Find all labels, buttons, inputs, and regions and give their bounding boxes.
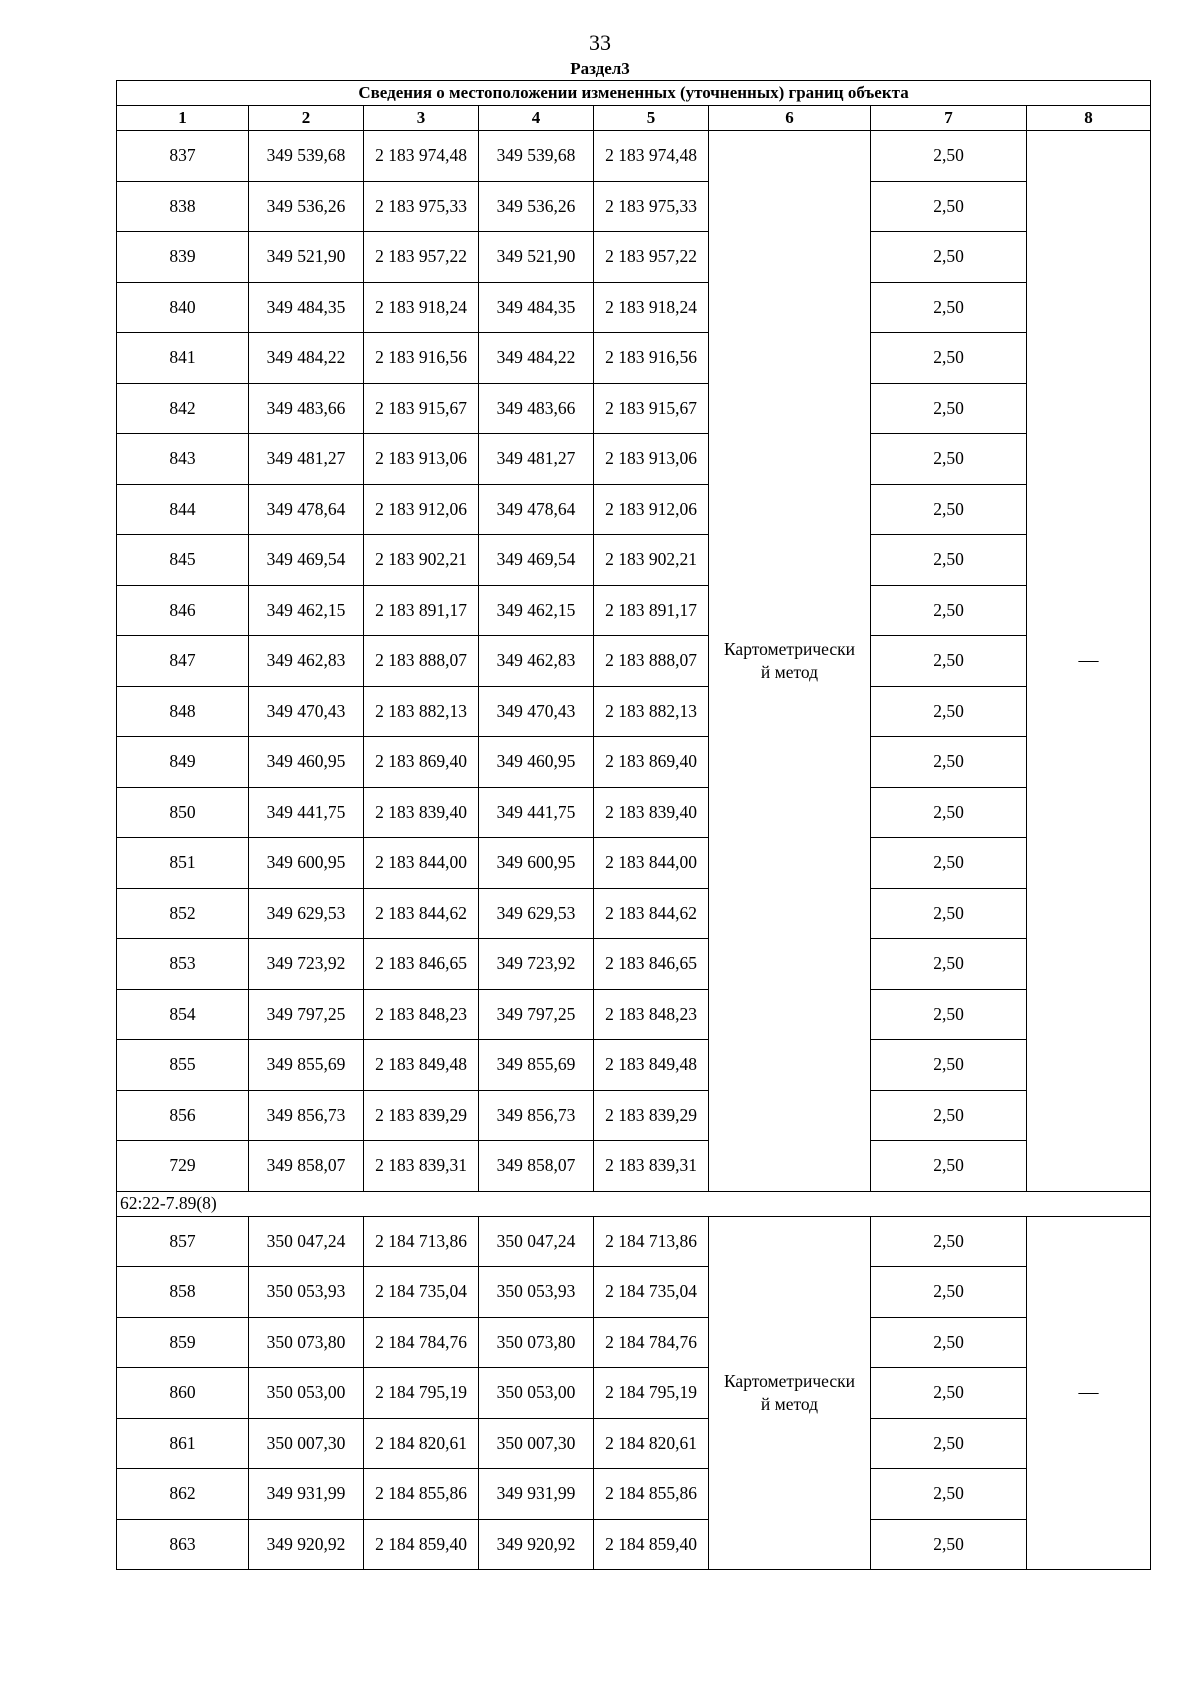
y-existing: 2 183 916,56 <box>364 333 479 384</box>
column-8-cell: — <box>1027 1216 1151 1570</box>
y-new: 2 183 849,48 <box>594 1040 709 1091</box>
x-existing: 350 053,00 <box>249 1368 364 1419</box>
x-new: 349 484,35 <box>479 282 594 333</box>
y-existing: 2 183 912,06 <box>364 484 479 535</box>
point-number: 852 <box>117 888 249 939</box>
column-number: 2 <box>249 106 364 131</box>
column-number: 1 <box>117 106 249 131</box>
y-existing: 2 183 882,13 <box>364 686 479 737</box>
accuracy: 2,50 <box>871 1090 1027 1141</box>
table-row <box>117 1267 1151 1318</box>
x-existing: 350 007,30 <box>249 1418 364 1469</box>
y-new: 2 184 795,19 <box>594 1368 709 1419</box>
y-new: 2 183 916,56 <box>594 333 709 384</box>
y-existing: 2 183 844,62 <box>364 888 479 939</box>
x-existing: 350 047,24 <box>249 1216 364 1267</box>
table-row <box>117 939 1151 990</box>
point-number: 848 <box>117 686 249 737</box>
point-number: 847 <box>117 636 249 687</box>
y-existing: 2 183 915,67 <box>364 383 479 434</box>
y-new: 2 183 902,21 <box>594 535 709 586</box>
x-existing: 349 462,83 <box>249 636 364 687</box>
x-new: 349 856,73 <box>479 1090 594 1141</box>
x-new: 349 855,69 <box>479 1040 594 1091</box>
table-row <box>117 989 1151 1040</box>
y-new: 2 183 839,40 <box>594 787 709 838</box>
group-label: 62:22-7.89(8) <box>117 1191 1151 1216</box>
point-number: 844 <box>117 484 249 535</box>
section-title: Раздел3 <box>570 59 630 78</box>
x-new: 349 484,22 <box>479 333 594 384</box>
group-label-row <box>117 1191 1151 1216</box>
accuracy: 2,50 <box>871 636 1027 687</box>
x-new: 349 478,64 <box>479 484 594 535</box>
x-new: 350 053,93 <box>479 1267 594 1318</box>
x-existing: 349 484,22 <box>249 333 364 384</box>
coordinates-table <box>116 80 1151 1570</box>
accuracy: 2,50 <box>871 232 1027 283</box>
accuracy: 2,50 <box>871 1216 1027 1267</box>
table-row <box>117 1141 1151 1192</box>
x-new: 349 462,15 <box>479 585 594 636</box>
y-new: 2 183 912,06 <box>594 484 709 535</box>
x-existing: 350 053,93 <box>249 1267 364 1318</box>
table-row <box>117 333 1151 384</box>
point-number: 857 <box>117 1216 249 1267</box>
accuracy: 2,50 <box>871 888 1027 939</box>
accuracy: 2,50 <box>871 686 1027 737</box>
table-row <box>117 383 1151 434</box>
y-existing: 2 183 957,22 <box>364 232 479 283</box>
x-existing: 349 462,15 <box>249 585 364 636</box>
y-new: 2 183 975,33 <box>594 181 709 232</box>
x-existing: 349 855,69 <box>249 1040 364 1091</box>
x-new: 349 797,25 <box>479 989 594 1040</box>
point-number: 861 <box>117 1418 249 1469</box>
table-row <box>117 888 1151 939</box>
column-number: 7 <box>871 106 1027 131</box>
x-existing: 349 856,73 <box>249 1090 364 1141</box>
x-existing: 349 478,64 <box>249 484 364 535</box>
x-new: 349 460,95 <box>479 737 594 788</box>
y-existing: 2 184 820,61 <box>364 1418 479 1469</box>
accuracy: 2,50 <box>871 1267 1027 1318</box>
y-existing: 2 183 839,40 <box>364 787 479 838</box>
accuracy: 2,50 <box>871 1141 1027 1192</box>
x-existing: 349 536,26 <box>249 181 364 232</box>
y-new: 2 184 820,61 <box>594 1418 709 1469</box>
method-text: й метод <box>760 1393 819 1414</box>
y-existing: 2 183 846,65 <box>364 939 479 990</box>
table-row <box>117 535 1151 586</box>
x-existing: 349 460,95 <box>249 737 364 788</box>
y-existing: 2 184 713,86 <box>364 1216 479 1267</box>
x-new: 349 481,27 <box>479 434 594 485</box>
accuracy: 2,50 <box>871 838 1027 889</box>
point-number: 856 <box>117 1090 249 1141</box>
point-number: 842 <box>117 383 249 434</box>
table-row <box>117 282 1151 333</box>
x-new: 350 007,30 <box>479 1418 594 1469</box>
y-existing: 2 183 913,06 <box>364 434 479 485</box>
x-new: 349 600,95 <box>479 838 594 889</box>
y-new: 2 184 859,40 <box>594 1519 709 1570</box>
y-existing: 2 184 855,86 <box>364 1469 479 1520</box>
x-new: 349 441,75 <box>479 787 594 838</box>
y-existing: 2 183 975,33 <box>364 181 479 232</box>
x-existing: 349 470,43 <box>249 686 364 737</box>
y-new: 2 184 735,04 <box>594 1267 709 1318</box>
point-number: 841 <box>117 333 249 384</box>
y-existing: 2 184 784,76 <box>364 1317 479 1368</box>
column-number-row <box>117 106 1151 131</box>
x-existing: 349 858,07 <box>249 1141 364 1192</box>
x-existing: 350 073,80 <box>249 1317 364 1368</box>
point-number: 839 <box>117 232 249 283</box>
x-new: 349 723,92 <box>479 939 594 990</box>
y-existing: 2 183 848,23 <box>364 989 479 1040</box>
y-existing: 2 183 844,00 <box>364 838 479 889</box>
column-number: 6 <box>709 106 871 131</box>
x-new: 349 920,92 <box>479 1519 594 1570</box>
x-new: 349 539,68 <box>479 131 594 182</box>
accuracy: 2,50 <box>871 1040 1027 1091</box>
table-row <box>117 484 1151 535</box>
point-number: 858 <box>117 1267 249 1318</box>
table-row <box>117 131 1151 182</box>
table-row <box>117 585 1151 636</box>
point-number: 863 <box>117 1519 249 1570</box>
table-row <box>117 787 1151 838</box>
x-existing: 349 539,68 <box>249 131 364 182</box>
table-row <box>117 636 1151 687</box>
table-row <box>117 686 1151 737</box>
column-number: 8 <box>1027 106 1151 131</box>
method-text: Картометрически <box>723 1370 856 1391</box>
x-existing: 349 483,66 <box>249 383 364 434</box>
table-row <box>117 232 1151 283</box>
x-new: 349 858,07 <box>479 1141 594 1192</box>
point-number: 860 <box>117 1368 249 1419</box>
x-new: 349 536,26 <box>479 181 594 232</box>
accuracy: 2,50 <box>871 787 1027 838</box>
y-existing: 2 183 839,31 <box>364 1141 479 1192</box>
accuracy: 2,50 <box>871 434 1027 485</box>
y-new: 2 183 957,22 <box>594 232 709 283</box>
y-new: 2 183 848,23 <box>594 989 709 1040</box>
table-row <box>117 737 1151 788</box>
table-row <box>117 181 1151 232</box>
page-number: 33 <box>589 30 611 55</box>
point-number: 859 <box>117 1317 249 1368</box>
x-existing: 349 441,75 <box>249 787 364 838</box>
y-new: 2 183 882,13 <box>594 686 709 737</box>
y-new: 2 183 974,48 <box>594 131 709 182</box>
y-new: 2 183 913,06 <box>594 434 709 485</box>
x-new: 350 073,80 <box>479 1317 594 1368</box>
y-existing: 2 183 902,21 <box>364 535 479 586</box>
y-existing: 2 184 859,40 <box>364 1519 479 1570</box>
point-number: 845 <box>117 535 249 586</box>
point-number: 850 <box>117 787 249 838</box>
accuracy: 2,50 <box>871 282 1027 333</box>
point-number: 843 <box>117 434 249 485</box>
x-new: 349 469,54 <box>479 535 594 586</box>
y-existing: 2 183 974,48 <box>364 131 479 182</box>
x-new: 349 629,53 <box>479 888 594 939</box>
y-new: 2 183 844,62 <box>594 888 709 939</box>
table-row <box>117 838 1151 889</box>
point-number: 837 <box>117 131 249 182</box>
accuracy: 2,50 <box>871 737 1027 788</box>
table-row <box>117 1317 1151 1368</box>
table-row <box>117 1519 1151 1570</box>
y-existing: 2 183 849,48 <box>364 1040 479 1091</box>
accuracy: 2,50 <box>871 1368 1027 1419</box>
table-row <box>117 1469 1151 1520</box>
table-row <box>117 1040 1151 1091</box>
y-existing: 2 183 888,07 <box>364 636 479 687</box>
y-new: 2 184 784,76 <box>594 1317 709 1368</box>
method-text: й метод <box>760 661 819 682</box>
accuracy: 2,50 <box>871 1418 1027 1469</box>
column-8-cell: — <box>1027 131 1151 1192</box>
accuracy: 2,50 <box>871 131 1027 182</box>
column-number: 5 <box>594 106 709 131</box>
table-caption: Сведения о местоположении измененных (уточненных) границ объекта <box>117 81 1151 106</box>
x-new: 350 047,24 <box>479 1216 594 1267</box>
y-new: 2 183 839,29 <box>594 1090 709 1141</box>
x-existing: 349 484,35 <box>249 282 364 333</box>
method-cell <box>709 131 871 1192</box>
point-number: 854 <box>117 989 249 1040</box>
y-new: 2 184 713,86 <box>594 1216 709 1267</box>
x-new: 349 931,99 <box>479 1469 594 1520</box>
x-existing: 349 521,90 <box>249 232 364 283</box>
column-number: 4 <box>479 106 594 131</box>
y-new: 2 183 844,00 <box>594 838 709 889</box>
y-existing: 2 183 869,40 <box>364 737 479 788</box>
y-new: 2 183 869,40 <box>594 737 709 788</box>
table-row <box>117 1216 1151 1267</box>
point-number: 846 <box>117 585 249 636</box>
x-existing: 349 469,54 <box>249 535 364 586</box>
y-new: 2 183 918,24 <box>594 282 709 333</box>
point-number: 862 <box>117 1469 249 1520</box>
accuracy: 2,50 <box>871 484 1027 535</box>
accuracy: 2,50 <box>871 1469 1027 1520</box>
x-existing: 349 797,25 <box>249 989 364 1040</box>
table-row <box>117 1418 1151 1469</box>
column-number: 3 <box>364 106 479 131</box>
point-number: 855 <box>117 1040 249 1091</box>
x-new: 349 462,83 <box>479 636 594 687</box>
x-existing: 349 481,27 <box>249 434 364 485</box>
y-existing: 2 183 918,24 <box>364 282 479 333</box>
y-existing: 2 184 735,04 <box>364 1267 479 1318</box>
method-cell <box>709 1216 871 1570</box>
accuracy: 2,50 <box>871 181 1027 232</box>
y-new: 2 183 888,07 <box>594 636 709 687</box>
y-existing: 2 183 839,29 <box>364 1090 479 1141</box>
y-existing: 2 184 795,19 <box>364 1368 479 1419</box>
y-new: 2 184 855,86 <box>594 1469 709 1520</box>
point-number: 729 <box>117 1141 249 1192</box>
x-existing: 349 600,95 <box>249 838 364 889</box>
table-body <box>117 131 1151 1570</box>
table-row <box>117 1090 1151 1141</box>
x-existing: 349 629,53 <box>249 888 364 939</box>
y-new: 2 183 846,65 <box>594 939 709 990</box>
accuracy: 2,50 <box>871 939 1027 990</box>
accuracy: 2,50 <box>871 1519 1027 1570</box>
method-text: Картометрически <box>723 638 856 659</box>
accuracy: 2,50 <box>871 989 1027 1040</box>
table-row <box>117 434 1151 485</box>
x-new: 349 483,66 <box>479 383 594 434</box>
x-new: 349 521,90 <box>479 232 594 283</box>
accuracy: 2,50 <box>871 535 1027 586</box>
point-number: 853 <box>117 939 249 990</box>
x-new: 350 053,00 <box>479 1368 594 1419</box>
x-existing: 349 723,92 <box>249 939 364 990</box>
accuracy: 2,50 <box>871 1317 1027 1368</box>
point-number: 849 <box>117 737 249 788</box>
accuracy: 2,50 <box>871 383 1027 434</box>
accuracy: 2,50 <box>871 585 1027 636</box>
point-number: 851 <box>117 838 249 889</box>
x-new: 349 470,43 <box>479 686 594 737</box>
x-existing: 349 920,92 <box>249 1519 364 1570</box>
x-existing: 349 931,99 <box>249 1469 364 1520</box>
accuracy: 2,50 <box>871 333 1027 384</box>
y-existing: 2 183 891,17 <box>364 585 479 636</box>
y-new: 2 183 839,31 <box>594 1141 709 1192</box>
point-number: 840 <box>117 282 249 333</box>
y-new: 2 183 915,67 <box>594 383 709 434</box>
y-new: 2 183 891,17 <box>594 585 709 636</box>
point-number: 838 <box>117 181 249 232</box>
table-row <box>117 1368 1151 1419</box>
